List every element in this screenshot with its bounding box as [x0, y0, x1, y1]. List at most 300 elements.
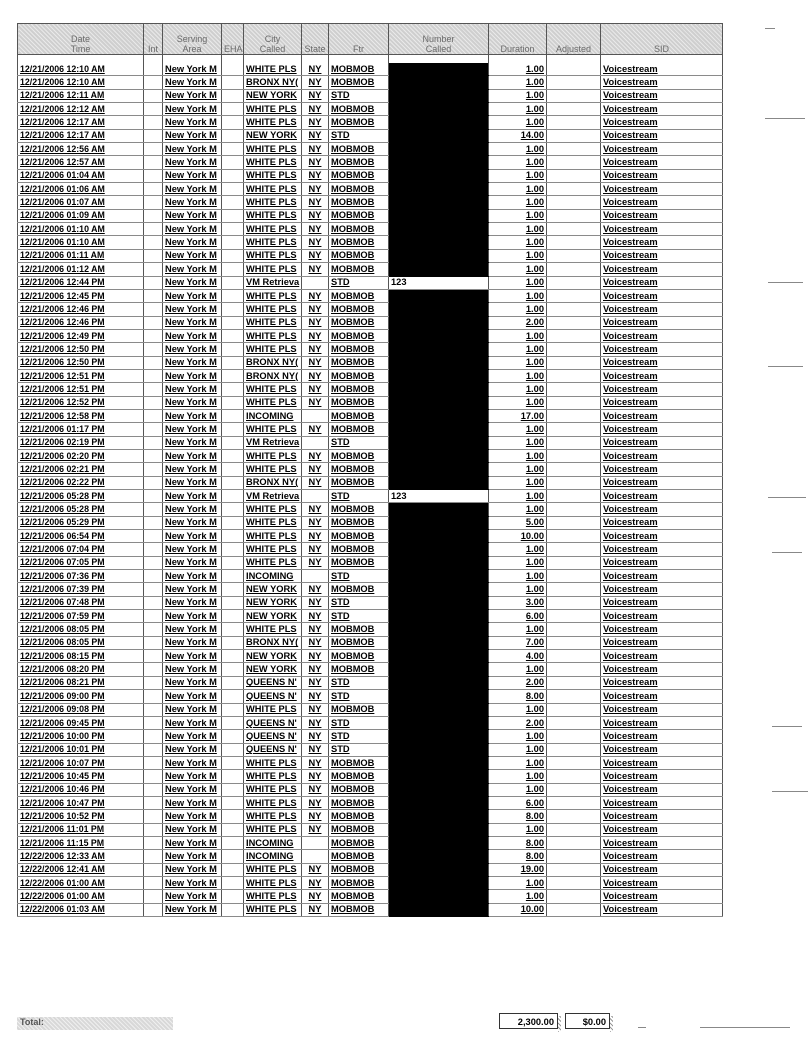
margin-mark	[700, 1027, 790, 1028]
cell-ftr: MOBMOB	[329, 836, 389, 849]
cell-city-called: QUEENS N'	[244, 743, 302, 756]
cell-sid: Voicestream	[601, 556, 723, 569]
header-adjusted: Adjusted	[547, 24, 601, 55]
cell-eha	[222, 183, 244, 196]
cell-duration: 1.00	[489, 556, 547, 569]
header-city-called: City Called	[244, 24, 302, 55]
cell-duration: 1.00	[489, 783, 547, 796]
cell-ftr: MOBMOB	[329, 116, 389, 129]
cell-int	[144, 650, 163, 663]
table-row	[18, 783, 723, 796]
cell-adjusted	[547, 810, 601, 823]
cell-eha	[222, 890, 244, 903]
cell-duration: 1.00	[489, 369, 547, 382]
cell-sid: Voicestream	[601, 396, 723, 409]
cell-city-called: NEW YORK	[244, 650, 302, 663]
cell-ftr: MOBMOB	[329, 770, 389, 783]
cell-state: NY	[302, 596, 329, 609]
cell-ftr: MOBMOB	[329, 369, 389, 382]
cell-sid: Voicestream	[601, 409, 723, 422]
table-row	[18, 343, 723, 356]
cell-adjusted	[547, 63, 601, 76]
cell-sid: Voicestream	[601, 543, 723, 556]
cell-adjusted	[547, 183, 601, 196]
cell-duration: 1.00	[489, 303, 547, 316]
cell-serving-area: New York M	[163, 196, 222, 209]
redaction-block	[389, 596, 489, 609]
cell-date-time: 12/21/2006 12:10 AM	[18, 63, 144, 76]
cell-city-called: WHITE PLS	[244, 703, 302, 716]
cell-duration: 17.00	[489, 409, 547, 422]
cell-int	[144, 223, 163, 236]
cell-sid: Voicestream	[601, 129, 723, 142]
cell-city-called: WHITE PLS	[244, 143, 302, 156]
cell-state: NY	[302, 329, 329, 342]
cell-duration: 14.00	[489, 129, 547, 142]
redaction-block	[389, 156, 489, 169]
redaction-block	[389, 730, 489, 743]
cell-ftr: MOBMOB	[329, 356, 389, 369]
cell-duration: 1.00	[489, 329, 547, 342]
redaction-block	[389, 676, 489, 689]
redaction-block	[389, 383, 489, 396]
cell-eha	[222, 76, 244, 89]
cell-sid: Voicestream	[601, 570, 723, 583]
cell-sid: Voicestream	[601, 583, 723, 596]
cell-state: NY	[302, 743, 329, 756]
cell-duration: 6.00	[489, 610, 547, 623]
cell-city-called: WHITE PLS	[244, 530, 302, 543]
cell-city-called: WHITE PLS	[244, 156, 302, 169]
table-row	[18, 756, 723, 769]
cell-city-called: WHITE PLS	[244, 209, 302, 222]
total-adjusted: $0.00	[565, 1013, 610, 1029]
table-row	[18, 890, 723, 903]
cell-sid: Voicestream	[601, 436, 723, 449]
redaction-block	[389, 76, 489, 89]
cell-adjusted	[547, 236, 601, 249]
cell-serving-area: New York M	[163, 209, 222, 222]
cell-city-called: WHITE PLS	[244, 783, 302, 796]
cell-date-time: 12/21/2006 08:20 PM	[18, 663, 144, 676]
cell-duration: 1.00	[489, 823, 547, 836]
cell-state: NY	[302, 196, 329, 209]
cell-adjusted	[547, 663, 601, 676]
header-eha: EHA	[222, 24, 244, 55]
table-row	[18, 169, 723, 182]
cell-ftr: MOBMOB	[329, 903, 389, 916]
redaction-block	[389, 796, 489, 809]
cell-eha	[222, 796, 244, 809]
cell-ftr: MOBMOB	[329, 423, 389, 436]
cell-state: NY	[302, 263, 329, 276]
cell-state: NY	[302, 503, 329, 516]
cell-serving-area: New York M	[163, 356, 222, 369]
cell-sid: Voicestream	[601, 716, 723, 729]
table-row	[18, 690, 723, 703]
cell-city-called: BRONX NY(	[244, 636, 302, 649]
table-row	[18, 610, 723, 623]
cell-duration: 7.00	[489, 636, 547, 649]
redaction-block	[389, 463, 489, 476]
cell-duration: 1.00	[489, 63, 547, 76]
cell-state: NY	[302, 343, 329, 356]
cell-state: NY	[302, 716, 329, 729]
cell-adjusted	[547, 316, 601, 329]
cell-date-time: 12/21/2006 01:09 AM	[18, 209, 144, 222]
cell-serving-area: New York M	[163, 289, 222, 302]
cell-ftr: STD	[329, 690, 389, 703]
margin-mark	[768, 366, 803, 367]
cell-date-time: 12/21/2006 10:07 PM	[18, 756, 144, 769]
cell-adjusted	[547, 449, 601, 462]
cell-sid: Voicestream	[601, 169, 723, 182]
cell-adjusted	[547, 890, 601, 903]
cell-adjusted	[547, 409, 601, 422]
redaction-block	[389, 663, 489, 676]
table-row	[18, 570, 723, 583]
cell-serving-area: New York M	[163, 783, 222, 796]
cell-duration: 1.00	[489, 143, 547, 156]
cell-state: NY	[302, 316, 329, 329]
cell-state: NY	[302, 129, 329, 142]
cell-ftr: MOBMOB	[329, 183, 389, 196]
cell-eha	[222, 836, 244, 849]
cell-date-time: 12/21/2006 12:17 AM	[18, 116, 144, 129]
table-row	[18, 543, 723, 556]
cell-city-called: WHITE PLS	[244, 810, 302, 823]
cell-int	[144, 783, 163, 796]
cell-ftr: MOBMOB	[329, 890, 389, 903]
cell-ftr: MOBMOB	[329, 289, 389, 302]
cell-int	[144, 810, 163, 823]
cell-state: NY	[302, 516, 329, 529]
cell-eha	[222, 369, 244, 382]
cell-eha	[222, 770, 244, 783]
cell-duration: 10.00	[489, 903, 547, 916]
cell-date-time: 12/21/2006 12:12 AM	[18, 103, 144, 116]
redaction-block	[389, 409, 489, 422]
cell-date-time: 12/21/2006 08:05 PM	[18, 636, 144, 649]
cell-eha	[222, 663, 244, 676]
cell-date-time: 12/21/2006 12:58 PM	[18, 409, 144, 422]
cell-eha	[222, 730, 244, 743]
redaction-block	[389, 823, 489, 836]
cell-ftr: STD	[329, 490, 389, 503]
cell-int	[144, 236, 163, 249]
table-row	[18, 423, 723, 436]
cell-duration: 1.00	[489, 276, 547, 289]
cell-ftr: MOBMOB	[329, 823, 389, 836]
cell-int	[144, 156, 163, 169]
cell-state: NY	[302, 356, 329, 369]
cell-state: NY	[302, 303, 329, 316]
cell-eha	[222, 236, 244, 249]
cell-state: NY	[302, 756, 329, 769]
cell-date-time: 12/21/2006 12:52 PM	[18, 396, 144, 409]
cell-eha	[222, 623, 244, 636]
cell-date-time: 12/21/2006 12:11 AM	[18, 89, 144, 102]
cell-int	[144, 730, 163, 743]
cell-ftr: MOBMOB	[329, 156, 389, 169]
cell-city-called: QUEENS N'	[244, 690, 302, 703]
cell-eha	[222, 490, 244, 503]
table-row	[18, 183, 723, 196]
cell-serving-area: New York M	[163, 690, 222, 703]
cell-state: NY	[302, 183, 329, 196]
cell-int	[144, 636, 163, 649]
cell-serving-area: New York M	[163, 76, 222, 89]
cell-int	[144, 183, 163, 196]
cell-state	[302, 836, 329, 849]
cell-city-called: WHITE PLS	[244, 543, 302, 556]
cell-duration: 2.00	[489, 716, 547, 729]
cell-eha	[222, 876, 244, 889]
cell-int	[144, 676, 163, 689]
cell-date-time: 12/21/2006 01:12 AM	[18, 263, 144, 276]
cell-state: NY	[302, 476, 329, 489]
cell-state: NY	[302, 636, 329, 649]
cell-city-called: NEW YORK	[244, 129, 302, 142]
cell-serving-area: New York M	[163, 63, 222, 76]
cell-date-time: 12/22/2006 01:00 AM	[18, 890, 144, 903]
cell-sid: Voicestream	[601, 890, 723, 903]
cell-adjusted	[547, 383, 601, 396]
cell-sid: Voicestream	[601, 463, 723, 476]
cell-adjusted	[547, 730, 601, 743]
cell-serving-area: New York M	[163, 623, 222, 636]
cell-adjusted	[547, 690, 601, 703]
cell-ftr: MOBMOB	[329, 850, 389, 863]
redaction-block	[389, 543, 489, 556]
cell-state: NY	[302, 623, 329, 636]
cell-int	[144, 743, 163, 756]
table-row	[18, 329, 723, 342]
cell-serving-area: New York M	[163, 836, 222, 849]
cell-adjusted	[547, 823, 601, 836]
cell-int	[144, 289, 163, 302]
cell-eha	[222, 503, 244, 516]
table-row	[18, 103, 723, 116]
redaction-block	[389, 209, 489, 222]
cell-serving-area: New York M	[163, 89, 222, 102]
cell-serving-area: New York M	[163, 436, 222, 449]
cell-sid: Voicestream	[601, 636, 723, 649]
cell-adjusted	[547, 796, 601, 809]
cell-eha	[222, 209, 244, 222]
cell-ftr: MOBMOB	[329, 449, 389, 462]
cell-state: NY	[302, 690, 329, 703]
cell-date-time: 12/21/2006 07:39 PM	[18, 583, 144, 596]
cell-state: NY	[302, 703, 329, 716]
cell-state: NY	[302, 583, 329, 596]
cell-sid: Voicestream	[601, 596, 723, 609]
table-row	[18, 516, 723, 529]
cell-duration: 1.00	[489, 490, 547, 503]
cell-adjusted	[547, 89, 601, 102]
cell-duration: 1.00	[489, 476, 547, 489]
cell-ftr: MOBMOB	[329, 516, 389, 529]
cell-state: NY	[302, 423, 329, 436]
redaction-block	[389, 316, 489, 329]
margin-mark	[772, 791, 808, 792]
cell-int	[144, 369, 163, 382]
cell-city-called: NEW YORK	[244, 596, 302, 609]
cell-city-called: BRONX NY(	[244, 76, 302, 89]
cell-eha	[222, 196, 244, 209]
cell-duration: 1.00	[489, 503, 547, 516]
cell-serving-area: New York M	[163, 129, 222, 142]
cell-serving-area: New York M	[163, 663, 222, 676]
cell-duration: 1.00	[489, 263, 547, 276]
cell-duration: 3.00	[489, 596, 547, 609]
header-int: Int	[144, 24, 163, 55]
cell-int	[144, 356, 163, 369]
cell-date-time: 12/21/2006 07:05 PM	[18, 556, 144, 569]
cell-date-time: 12/21/2006 11:15 PM	[18, 836, 144, 849]
table-row	[18, 490, 723, 503]
redaction-block	[389, 289, 489, 302]
table-row	[18, 63, 723, 76]
redaction-block	[389, 530, 489, 543]
table-row	[18, 903, 723, 916]
cell-serving-area: New York M	[163, 676, 222, 689]
cell-int	[144, 490, 163, 503]
cell-ftr: MOBMOB	[329, 703, 389, 716]
table-row	[18, 823, 723, 836]
cell-eha	[222, 116, 244, 129]
cell-date-time: 12/21/2006 10:00 PM	[18, 730, 144, 743]
cell-date-time: 12/21/2006 09:00 PM	[18, 690, 144, 703]
cell-adjusted	[547, 196, 601, 209]
cell-serving-area: New York M	[163, 636, 222, 649]
cell-date-time: 12/21/2006 05:29 PM	[18, 516, 144, 529]
spacer-row	[18, 55, 723, 64]
cell-int	[144, 850, 163, 863]
cell-state: NY	[302, 810, 329, 823]
cell-sid: Voicestream	[601, 356, 723, 369]
redaction-block	[389, 636, 489, 649]
redaction-block	[389, 329, 489, 342]
table-row	[18, 396, 723, 409]
cell-adjusted	[547, 703, 601, 716]
table-row	[18, 316, 723, 329]
cell-serving-area: New York M	[163, 890, 222, 903]
cell-city-called: WHITE PLS	[244, 863, 302, 876]
cell-serving-area: New York M	[163, 810, 222, 823]
cell-state: NY	[302, 730, 329, 743]
cell-ftr: MOBMOB	[329, 263, 389, 276]
cell-city-called: WHITE PLS	[244, 316, 302, 329]
cell-eha	[222, 636, 244, 649]
redaction-block	[389, 89, 489, 102]
table-row	[18, 476, 723, 489]
cell-eha	[222, 89, 244, 102]
redaction-block	[389, 810, 489, 823]
cell-number-called: 123	[389, 490, 489, 503]
cell-ftr: MOBMOB	[329, 583, 389, 596]
cell-serving-area: New York M	[163, 463, 222, 476]
cell-city-called: WHITE PLS	[244, 383, 302, 396]
cell-int	[144, 863, 163, 876]
cell-serving-area: New York M	[163, 583, 222, 596]
cell-eha	[222, 516, 244, 529]
cell-duration: 6.00	[489, 796, 547, 809]
margin-mark	[638, 1027, 646, 1028]
table-row	[18, 836, 723, 849]
cell-duration: 1.00	[489, 423, 547, 436]
cell-sid: Voicestream	[601, 796, 723, 809]
cell-adjusted	[547, 396, 601, 409]
cell-adjusted	[547, 516, 601, 529]
redaction-block	[389, 890, 489, 903]
cell-serving-area: New York M	[163, 730, 222, 743]
cell-serving-area: New York M	[163, 103, 222, 116]
cell-sid: Voicestream	[601, 850, 723, 863]
cell-state: NY	[302, 610, 329, 623]
cell-adjusted	[547, 356, 601, 369]
cell-duration: 1.00	[489, 890, 547, 903]
redaction-block	[389, 610, 489, 623]
cell-date-time: 12/21/2006 01:10 AM	[18, 236, 144, 249]
cell-adjusted	[547, 436, 601, 449]
cell-city-called: WHITE PLS	[244, 263, 302, 276]
cell-int	[144, 703, 163, 716]
header-ftr: Ftr	[329, 24, 389, 55]
cell-sid: Voicestream	[601, 156, 723, 169]
redaction-block	[389, 903, 489, 916]
cell-adjusted	[547, 303, 601, 316]
cell-duration: 1.00	[489, 623, 547, 636]
cell-eha	[222, 703, 244, 716]
cell-city-called: WHITE PLS	[244, 623, 302, 636]
cell-serving-area: New York M	[163, 756, 222, 769]
table-row	[18, 623, 723, 636]
table-row	[18, 676, 723, 689]
cell-state: NY	[302, 543, 329, 556]
header-date-time: Date Time	[18, 24, 144, 55]
redaction-block	[389, 343, 489, 356]
cell-ftr: MOBMOB	[329, 236, 389, 249]
cell-date-time: 12/22/2006 12:41 AM	[18, 863, 144, 876]
cell-city-called: WHITE PLS	[244, 463, 302, 476]
cell-adjusted	[547, 76, 601, 89]
cell-city-called: WHITE PLS	[244, 103, 302, 116]
cell-adjusted	[547, 583, 601, 596]
table-body	[18, 55, 723, 917]
cell-sid: Voicestream	[601, 196, 723, 209]
cell-ftr: MOBMOB	[329, 556, 389, 569]
cell-adjusted	[547, 836, 601, 849]
table-row	[18, 863, 723, 876]
cell-city-called: WHITE PLS	[244, 423, 302, 436]
cell-adjusted	[547, 850, 601, 863]
cell-duration: 5.00	[489, 516, 547, 529]
cell-int	[144, 610, 163, 623]
cell-serving-area: New York M	[163, 236, 222, 249]
cell-serving-area: New York M	[163, 143, 222, 156]
cell-ftr: MOBMOB	[329, 63, 389, 76]
cell-serving-area: New York M	[163, 516, 222, 529]
cell-duration: 1.00	[489, 583, 547, 596]
cell-state: NY	[302, 463, 329, 476]
cell-sid: Voicestream	[601, 343, 723, 356]
cell-sid: Voicestream	[601, 530, 723, 543]
cell-int	[144, 476, 163, 489]
cell-eha	[222, 436, 244, 449]
cell-duration: 1.00	[489, 570, 547, 583]
cell-eha	[222, 276, 244, 289]
